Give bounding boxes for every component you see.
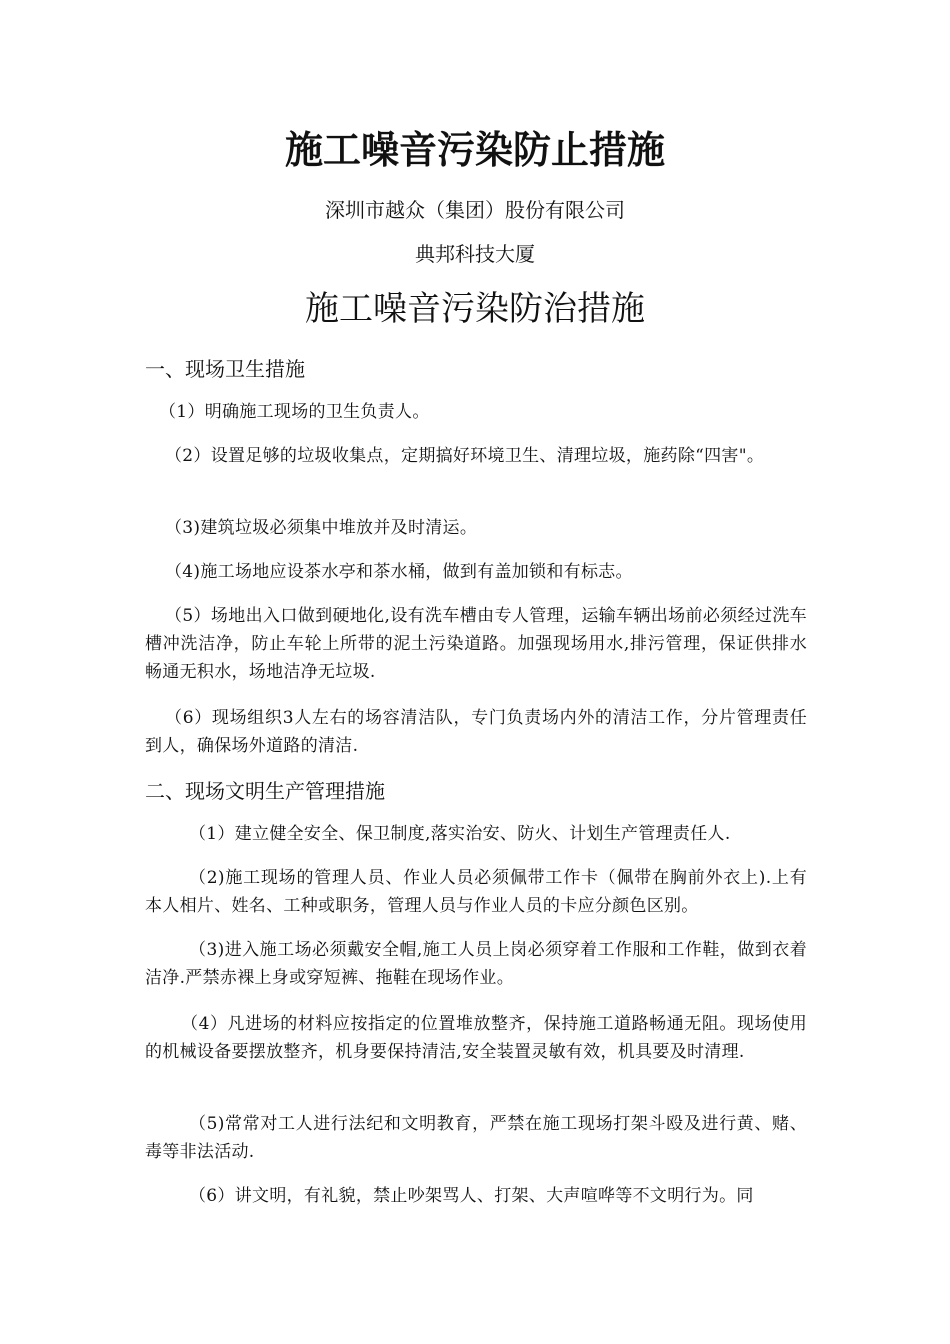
section-main-title: 施工噪音污染防治措施	[305, 289, 645, 329]
paragraph: （2)施工现场的管理人员、作业人员必须佩带工作卡（佩带在胸前外衣上).上有本人相片、姓名、工种或职务，管理人员与作业人员的卡应分颜色区别。	[145, 868, 807, 916]
paragraph: （5)常常对工人进行法纪和文明教育，严禁在施工现场打架斗殴及进行黄、赌、毒等非法活动.	[145, 1114, 807, 1162]
paragraph: （5）场地出入口做到硬地化,设有洗车槽由专人管理，运输车辆出场前必须经过洗车槽冲洗洁净，防止车轮上所带的泥土污染道路。加强现场用水,排污管理，保证供排水畅通无积水，场地洁净无垃圾.	[145, 606, 807, 682]
paragraph: （2）设置足够的垃圾收集点，定期搞好环境卫生、清理垃圾，施药除“四害"。	[165, 446, 765, 466]
project-name: 典邦科技大厦	[415, 242, 535, 266]
paragraph: （4）凡进场的材料应按指定的位置堆放整齐，保持施工道路畅通无阻。现场使用的机械设备要摆放整齐，机身要保持清洁,安全装置灵敏有效，机具要及时清理.	[145, 1014, 807, 1062]
paragraph: （4)施工场地应设茶水亭和茶水桶，做到有盖加锁和有标志。	[165, 562, 633, 582]
paragraph: （1）明确施工现场的卫生负责人。	[159, 402, 430, 422]
company-name: 深圳市越众（集团）股份有限公司	[325, 198, 625, 222]
paragraph: （6）讲文明，有礼貌，禁止吵架骂人、打架、大声喧哗等不文明行为。同	[189, 1186, 754, 1206]
section-heading: 二、现场文明生产管理措施	[145, 779, 385, 803]
paragraph: （3)建筑垃圾必须集中堆放并及时清运。	[165, 518, 478, 538]
paragraph: （1）建立健全安全、保卫制度,落实治安、防火、计划生产管理责任人.	[189, 824, 731, 844]
paragraph: （3)进入施工场必须戴安全帽,施工人员上岗必须穿着工作服和工作鞋，做到衣着洁净.严禁赤裸上身或穿短裤、拖鞋在现场作业。	[145, 940, 807, 988]
section-heading: 一、现场卫生措施	[145, 357, 305, 381]
paragraph: （6）现场组织3人左右的场容清洁队，专门负责场内外的清洁工作，分片管理责任到人，确保场外道路的清洁.	[145, 708, 807, 756]
document-title: 施工噪音污染防止措施	[284, 128, 665, 172]
